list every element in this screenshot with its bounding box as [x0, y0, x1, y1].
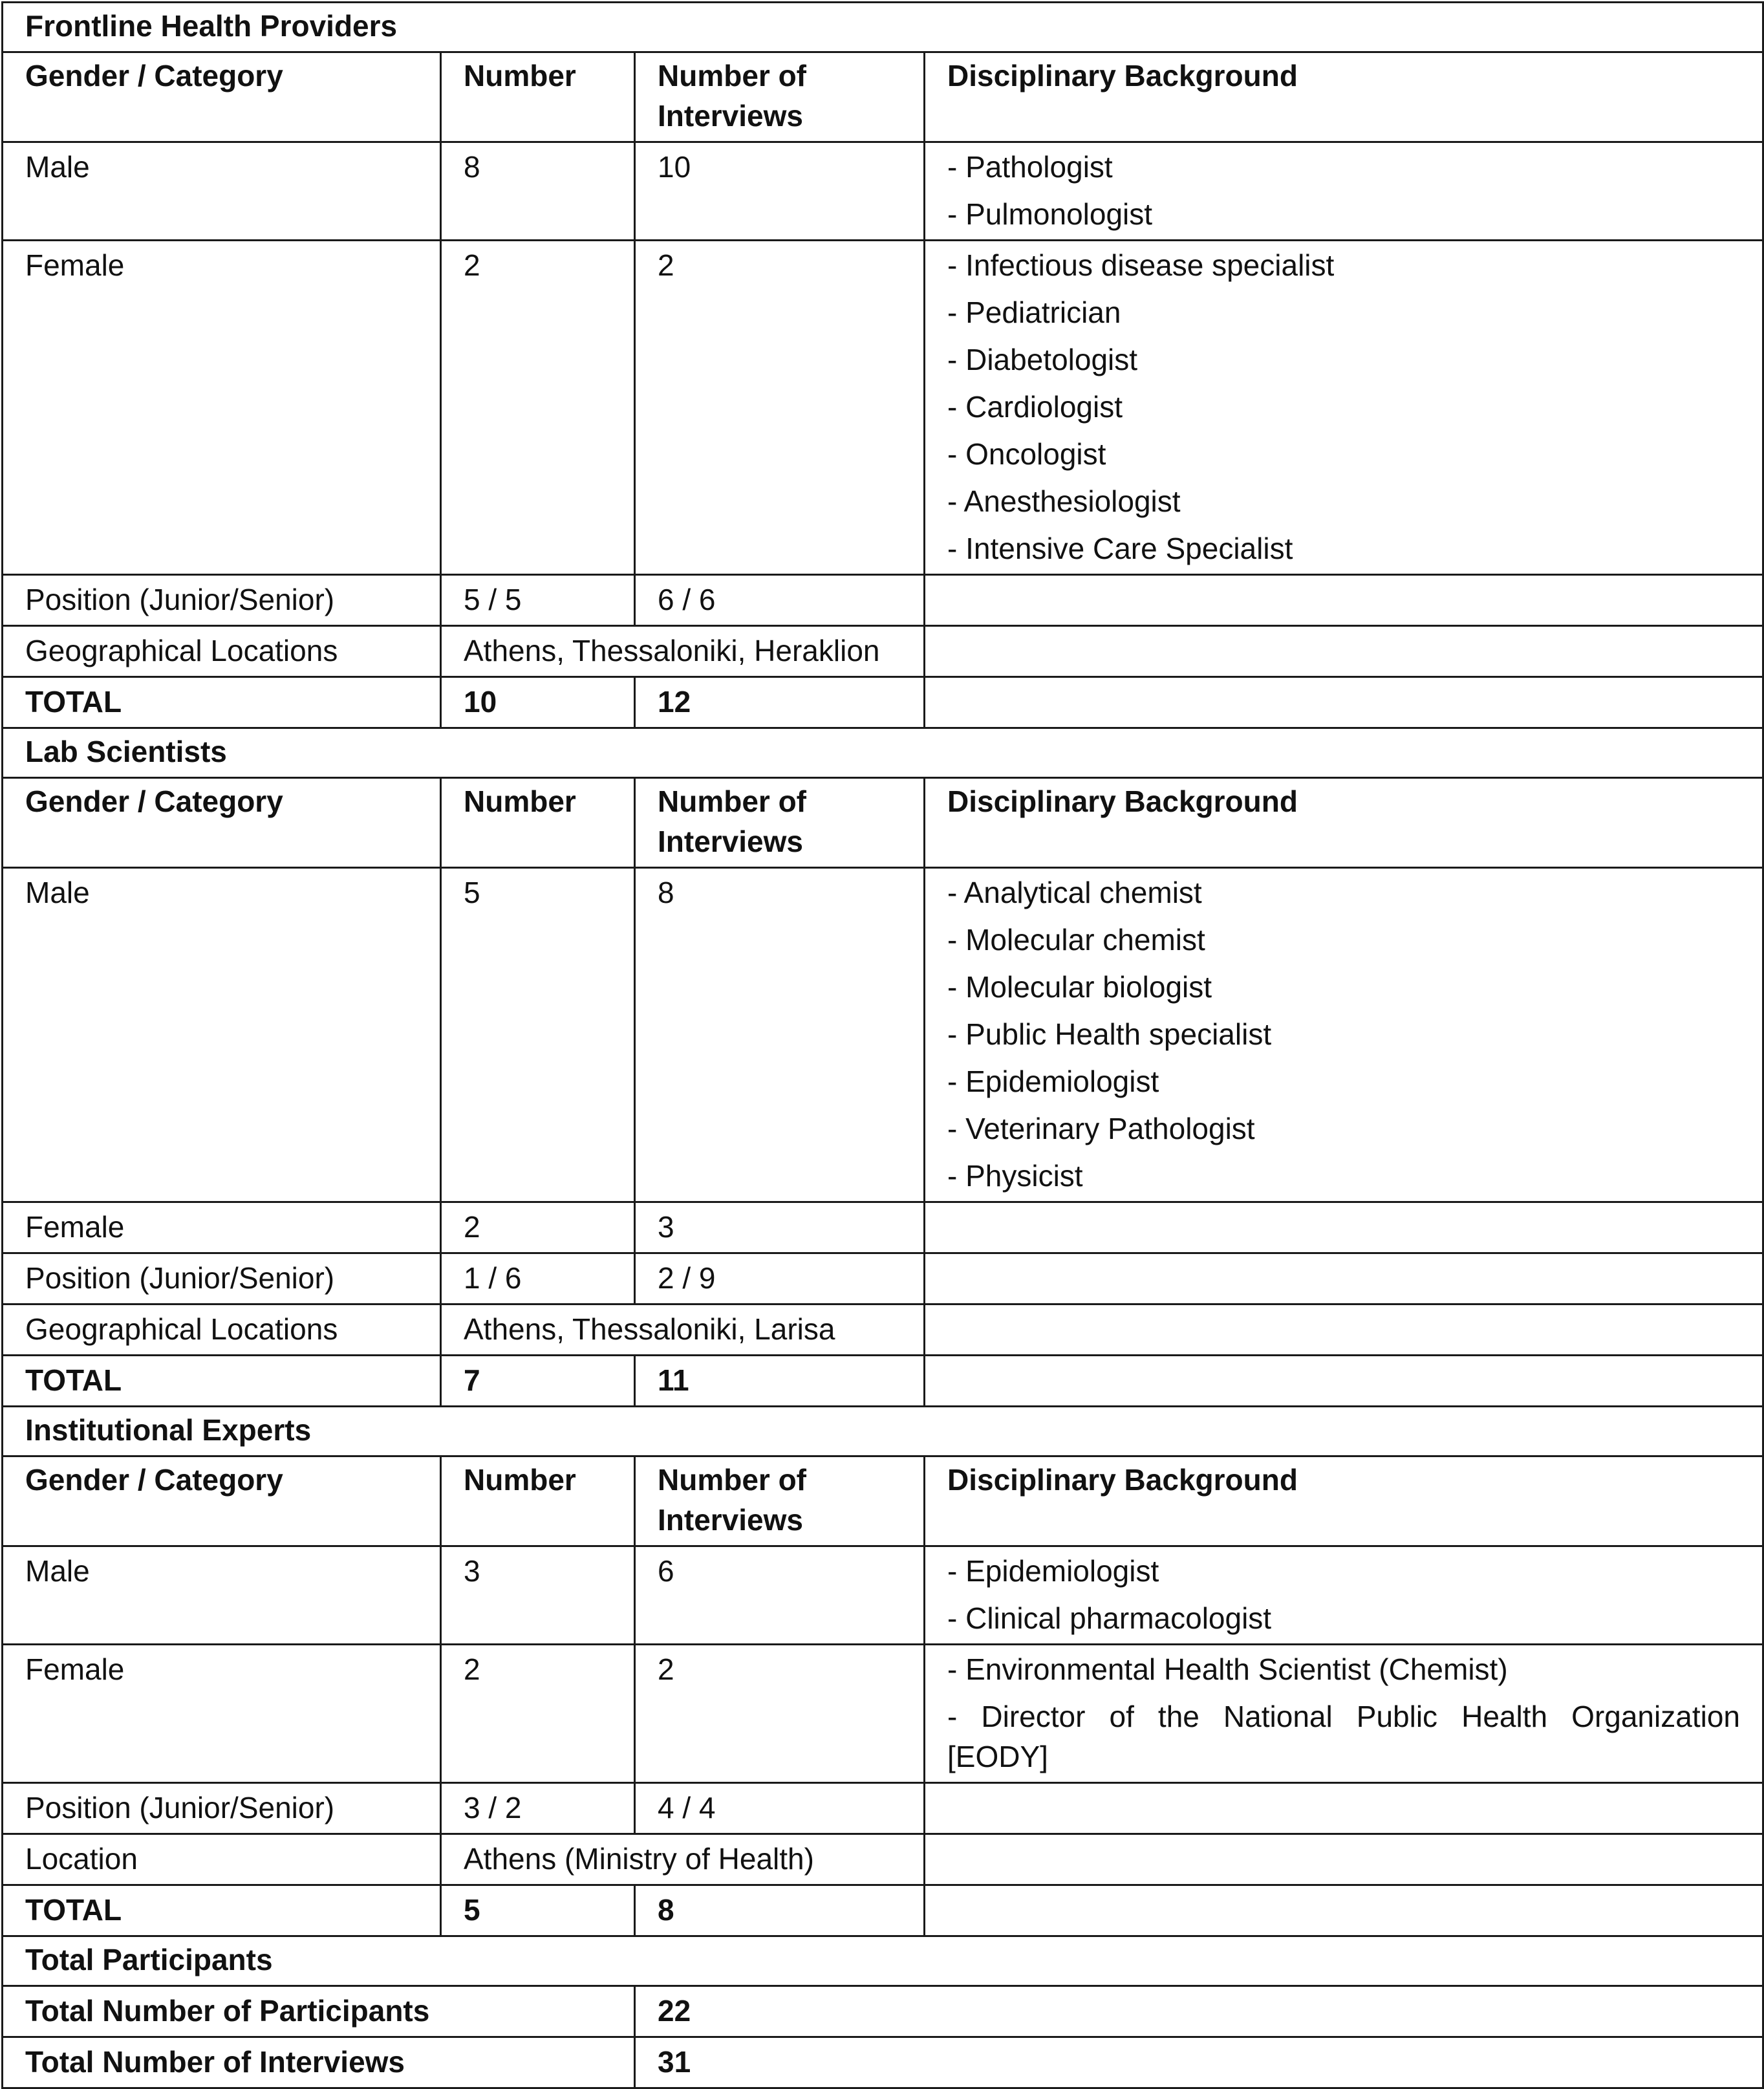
- background-item: - Epidemiologist: [947, 1554, 1159, 1588]
- background-item: - Director of the National Public Health Organization: [947, 1700, 1740, 1733]
- total-interviews: 11: [635, 1356, 925, 1407]
- position-number: 1 / 6: [441, 1253, 635, 1304]
- participants-table: [1, 1, 1764, 2089]
- empty-cell: [925, 677, 1763, 728]
- header-interviews: Number of Interviews: [635, 778, 925, 868]
- position-row: [3, 575, 1763, 626]
- header-background: Disciplinary Background: [925, 1456, 1763, 1546]
- empty-cell: [925, 1202, 1763, 1253]
- male-label: Male: [3, 868, 441, 1202]
- location-label: Geographical Locations: [3, 1304, 441, 1356]
- header-number: Number: [441, 52, 635, 142]
- female-label: Female: [3, 1202, 441, 1253]
- total-label: TOTAL: [3, 677, 441, 728]
- header-interviews: Number of Interviews: [635, 52, 925, 142]
- female-interviews: 2: [635, 1645, 925, 1783]
- total-number: 7: [441, 1356, 635, 1407]
- header-row: [3, 52, 1763, 142]
- position-interviews: 6 / 6: [635, 575, 925, 626]
- background-item: - Molecular biologist: [947, 970, 1212, 1004]
- section-title-row: [3, 3, 1763, 52]
- location-row: [3, 1834, 1763, 1885]
- header-interviews: Number of Interviews: [635, 1456, 925, 1546]
- male-interviews: 10: [635, 142, 925, 241]
- header-row: [3, 778, 1763, 868]
- empty-cell: [925, 1304, 1763, 1356]
- female-interviews: 2: [635, 241, 925, 575]
- total-label: TOTAL: [3, 1356, 441, 1407]
- female-number: 2: [441, 241, 635, 575]
- male-number: 5: [441, 868, 635, 1202]
- female-row: [3, 241, 1763, 575]
- section-title: Institutional Experts: [3, 1407, 1763, 1456]
- female-background: [925, 241, 1763, 575]
- summary-participants-row: [3, 1986, 1763, 2037]
- header-background: Disciplinary Background: [925, 52, 1763, 142]
- position-row: [3, 1783, 1763, 1834]
- section-title: Lab Scientists: [3, 728, 1763, 778]
- empty-cell: [925, 1834, 1763, 1885]
- background-item: - Intensive Care Specialist: [947, 532, 1293, 565]
- summary-title-row: [3, 1936, 1763, 1986]
- summary-interviews-row: [3, 2037, 1763, 2088]
- total-number: 5: [441, 1885, 635, 1936]
- female-row: [3, 1645, 1763, 1783]
- position-interviews: 4 / 4: [635, 1783, 925, 1834]
- position-row: [3, 1253, 1763, 1304]
- total-row: [3, 677, 1763, 728]
- summary-interviews-label: Total Number of Interviews: [3, 2037, 635, 2088]
- male-row: [3, 142, 1763, 241]
- position-label: Position (Junior/Senior): [3, 1253, 441, 1304]
- position-label: Position (Junior/Senior): [3, 575, 441, 626]
- header-number: Number: [441, 778, 635, 868]
- section-title: Frontline Health Providers: [3, 3, 1763, 52]
- background-item-continuation: [EODY]: [947, 1740, 1048, 1773]
- female-label: Female: [3, 1645, 441, 1783]
- total-number: 10: [441, 677, 635, 728]
- empty-cell: [925, 575, 1763, 626]
- position-interviews: 2 / 9: [635, 1253, 925, 1304]
- background-item: - Infectious disease specialist: [947, 248, 1335, 282]
- header-category: Gender / Category: [3, 52, 441, 142]
- total-interviews: 8: [635, 1885, 925, 1936]
- female-number: 2: [441, 1645, 635, 1783]
- empty-cell: [925, 1783, 1763, 1834]
- background-item: - Cardiologist: [947, 390, 1123, 424]
- male-row: [3, 868, 1763, 1202]
- position-number: 5 / 5: [441, 575, 635, 626]
- section-title-row: [3, 1407, 1763, 1456]
- background-item: - Public Health specialist: [947, 1017, 1272, 1051]
- header-category: Gender / Category: [3, 1456, 441, 1546]
- male-row: [3, 1546, 1763, 1645]
- male-interviews: 6: [635, 1546, 925, 1645]
- male-label: Male: [3, 142, 441, 241]
- background-item: - Veterinary Pathologist: [947, 1112, 1255, 1145]
- section-title-row: [3, 728, 1763, 778]
- position-number: 3 / 2: [441, 1783, 635, 1834]
- background-item: - Pathologist: [947, 150, 1113, 184]
- empty-cell: [925, 1356, 1763, 1407]
- summary-interviews-value: 31: [635, 2037, 1763, 2088]
- background-item: - Epidemiologist: [947, 1065, 1159, 1098]
- location-value: Athens, Thessaloniki, Heraklion: [441, 626, 925, 677]
- summary-participants-label: Total Number of Participants: [3, 1986, 635, 2037]
- header-background: Disciplinary Background: [925, 778, 1763, 868]
- background-item: - Pediatrician: [947, 296, 1121, 329]
- male-number: 3: [441, 1546, 635, 1645]
- female-row: [3, 1202, 1763, 1253]
- empty-cell: [925, 626, 1763, 677]
- male-number: 8: [441, 142, 635, 241]
- summary-title: Total Participants: [3, 1936, 1763, 1986]
- location-value: Athens (Ministry of Health): [441, 1834, 925, 1885]
- male-background: [925, 1546, 1763, 1645]
- female-label: Female: [3, 241, 441, 575]
- background-item: - Molecular chemist: [947, 923, 1205, 957]
- total-row: [3, 1356, 1763, 1407]
- female-interviews: 3: [635, 1202, 925, 1253]
- background-item: - Clinical pharmacologist: [947, 1601, 1272, 1635]
- total-row: [3, 1885, 1763, 1936]
- background-item: - Pulmonologist: [947, 197, 1153, 231]
- header-row: [3, 1456, 1763, 1546]
- total-label: TOTAL: [3, 1885, 441, 1936]
- location-row: [3, 1304, 1763, 1356]
- background-item: - Diabetologist: [947, 343, 1138, 376]
- female-number: 2: [441, 1202, 635, 1253]
- position-label: Position (Junior/Senior): [3, 1783, 441, 1834]
- male-background: [925, 868, 1763, 1202]
- background-item: - Oncologist: [947, 437, 1106, 471]
- female-background: [925, 1645, 1763, 1783]
- location-label: Location: [3, 1834, 441, 1885]
- header-number: Number: [441, 1456, 635, 1546]
- background-item: - Analytical chemist: [947, 876, 1202, 909]
- summary-participants-value: 22: [635, 1986, 1763, 2037]
- empty-cell: [925, 1885, 1763, 1936]
- header-category: Gender / Category: [3, 778, 441, 868]
- participants-table-page: [1, 1, 1762, 2089]
- male-interviews: 8: [635, 868, 925, 1202]
- total-interviews: 12: [635, 677, 925, 728]
- location-label: Geographical Locations: [3, 626, 441, 677]
- male-label: Male: [3, 1546, 441, 1645]
- location-value: Athens, Thessaloniki, Larisa: [441, 1304, 925, 1356]
- empty-cell: [925, 1253, 1763, 1304]
- location-row: [3, 626, 1763, 677]
- background-item: - Anesthesiologist: [947, 484, 1181, 518]
- background-item: - Physicist: [947, 1159, 1083, 1193]
- male-background: [925, 142, 1763, 241]
- background-item: - Environmental Health Scientist (Chemist): [947, 1652, 1508, 1686]
